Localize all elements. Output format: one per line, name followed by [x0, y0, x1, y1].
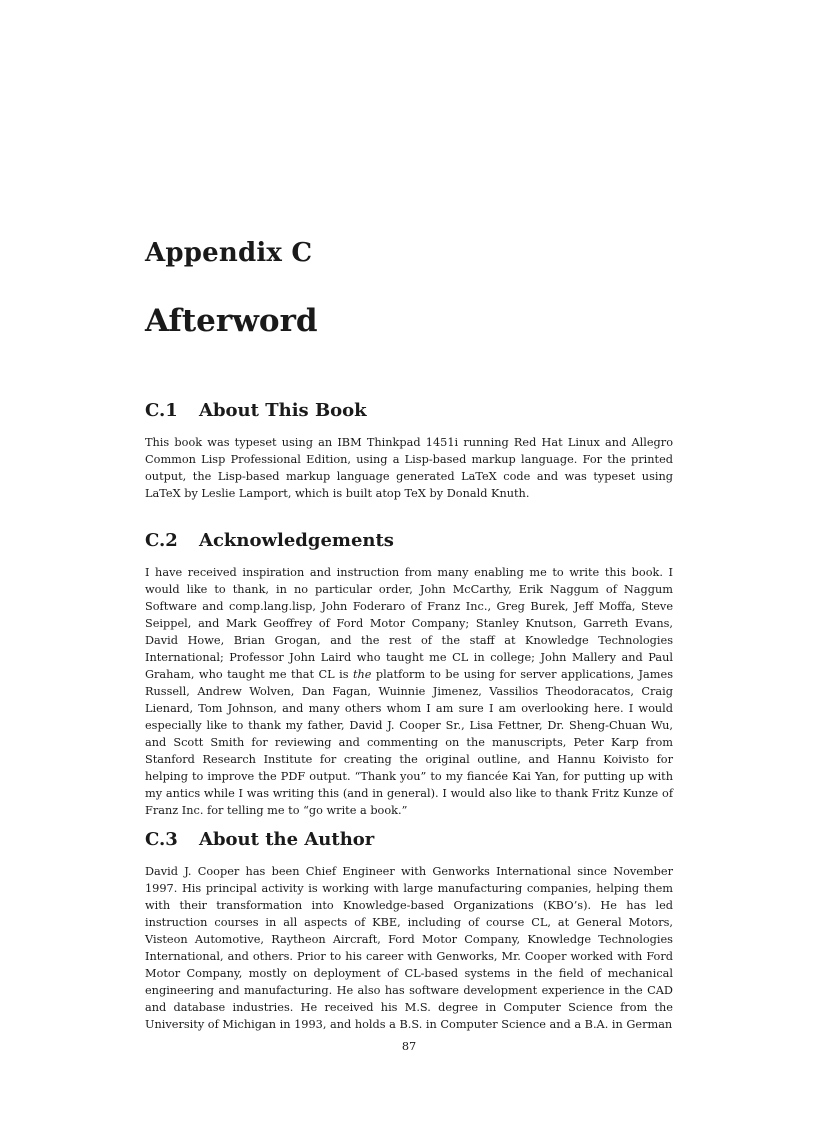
- section-body: [145, 564, 673, 819]
- section-title: About the Author: [199, 829, 375, 850]
- chapter-title: Afterword: [145, 303, 318, 339]
- section-number: C.2: [145, 530, 178, 551]
- emphasis-text: the: [352, 668, 372, 681]
- body-text: I have received inspiration and instruction from many enabling me to write this book. I would like to thank, in no particular order, John McCarthy, Erik Naggum of Naggum Software and comp.lang.lisp, John Foderaro of Franz Inc., Greg Burek, Jeff Moffa, Steve Seippel, and Mark Geoffrey of Ford Motor Company; Stanley Knutson, Garreth Evans, David Howe, Brian Grogan, and the rest of the staff at Knowledge Technologies International; Professor John Laird who taught me CL in college; John Mallery and Paul Graham, who taught me that CL is: [145, 566, 673, 681]
- section-about-the-author: [145, 829, 673, 1033]
- section-title: About This Book: [199, 400, 367, 421]
- section-about-this-book: [145, 400, 673, 502]
- chapter-label: Appendix C: [145, 238, 313, 268]
- section-body: This book was typeset using an IBM Thinkpad 1451i running Red Hat Linux and Allegro Common Lisp Professional Edition, using a Lisp-based markup language. For the printed output, the Lisp-based markup language generated LaTeX code and was typeset using LaTeX by Leslie Lamport, which is built atop TeX by Donald Knuth.: [145, 436, 673, 500]
- section-heading: [145, 530, 673, 551]
- document-page: [145, 0, 673, 1123]
- section-heading: [145, 400, 673, 421]
- body-text: platform to be using for server applications, James Russell, Andrew Wolven, Dan Fagan, Wuinnie Jimenez, Vassilios Theodoracatos, Craig Lienard, Tom Johnson, and many others whom I am sure I am overlooking here. I would especially like to thank my father, David J. Cooper Sr., Lisa Fettner, Dr. Sheng-Chuan Wu, and Scott Smith for reviewing and commenting on the manuscripts, Peter Karp from Stanford Research Institute for creating the original outline, and Hannu Koivisto for helping to improve the PDF output. “Thank you” to my fiancée Kai Yan, for putting up with my antics while I was writing this (and in general). I would also like to thank Fritz Kunze of Franz Inc. for telling me to “go write a book.”: [145, 668, 673, 817]
- page-number: 87: [401, 1040, 417, 1053]
- section-body: David J. Cooper has been Chief Engineer with Genworks International since November 1997. His principal activity is working with large manufacturing companies, helping them with their transformation into Knowledge-based Organizations (KBO’s). He has led instruction courses in all aspects of KBE, including of course CL, at General Motors, Visteon Automotive, Raytheon Aircraft, Ford Motor Company, Knowledge Technologies International, and others. Prior to his career with Genworks, Mr. Cooper worked with Ford Motor Company, mostly on deployment of CL-based systems in the field of mechanical engineering and manufacturing. He also has software development experience in the CAD and database industries. He received his M.S. degree in Computer Science from the University of Michigan in 1993, and holds a B.S. in Computer Science and a B.A. in German: [145, 865, 673, 1031]
- section-number: C.3: [145, 829, 178, 850]
- section-heading: [145, 829, 673, 850]
- section-acknowledgements: [145, 530, 673, 819]
- section-number: C.1: [145, 400, 178, 421]
- section-title: Acknowledgements: [199, 530, 394, 551]
